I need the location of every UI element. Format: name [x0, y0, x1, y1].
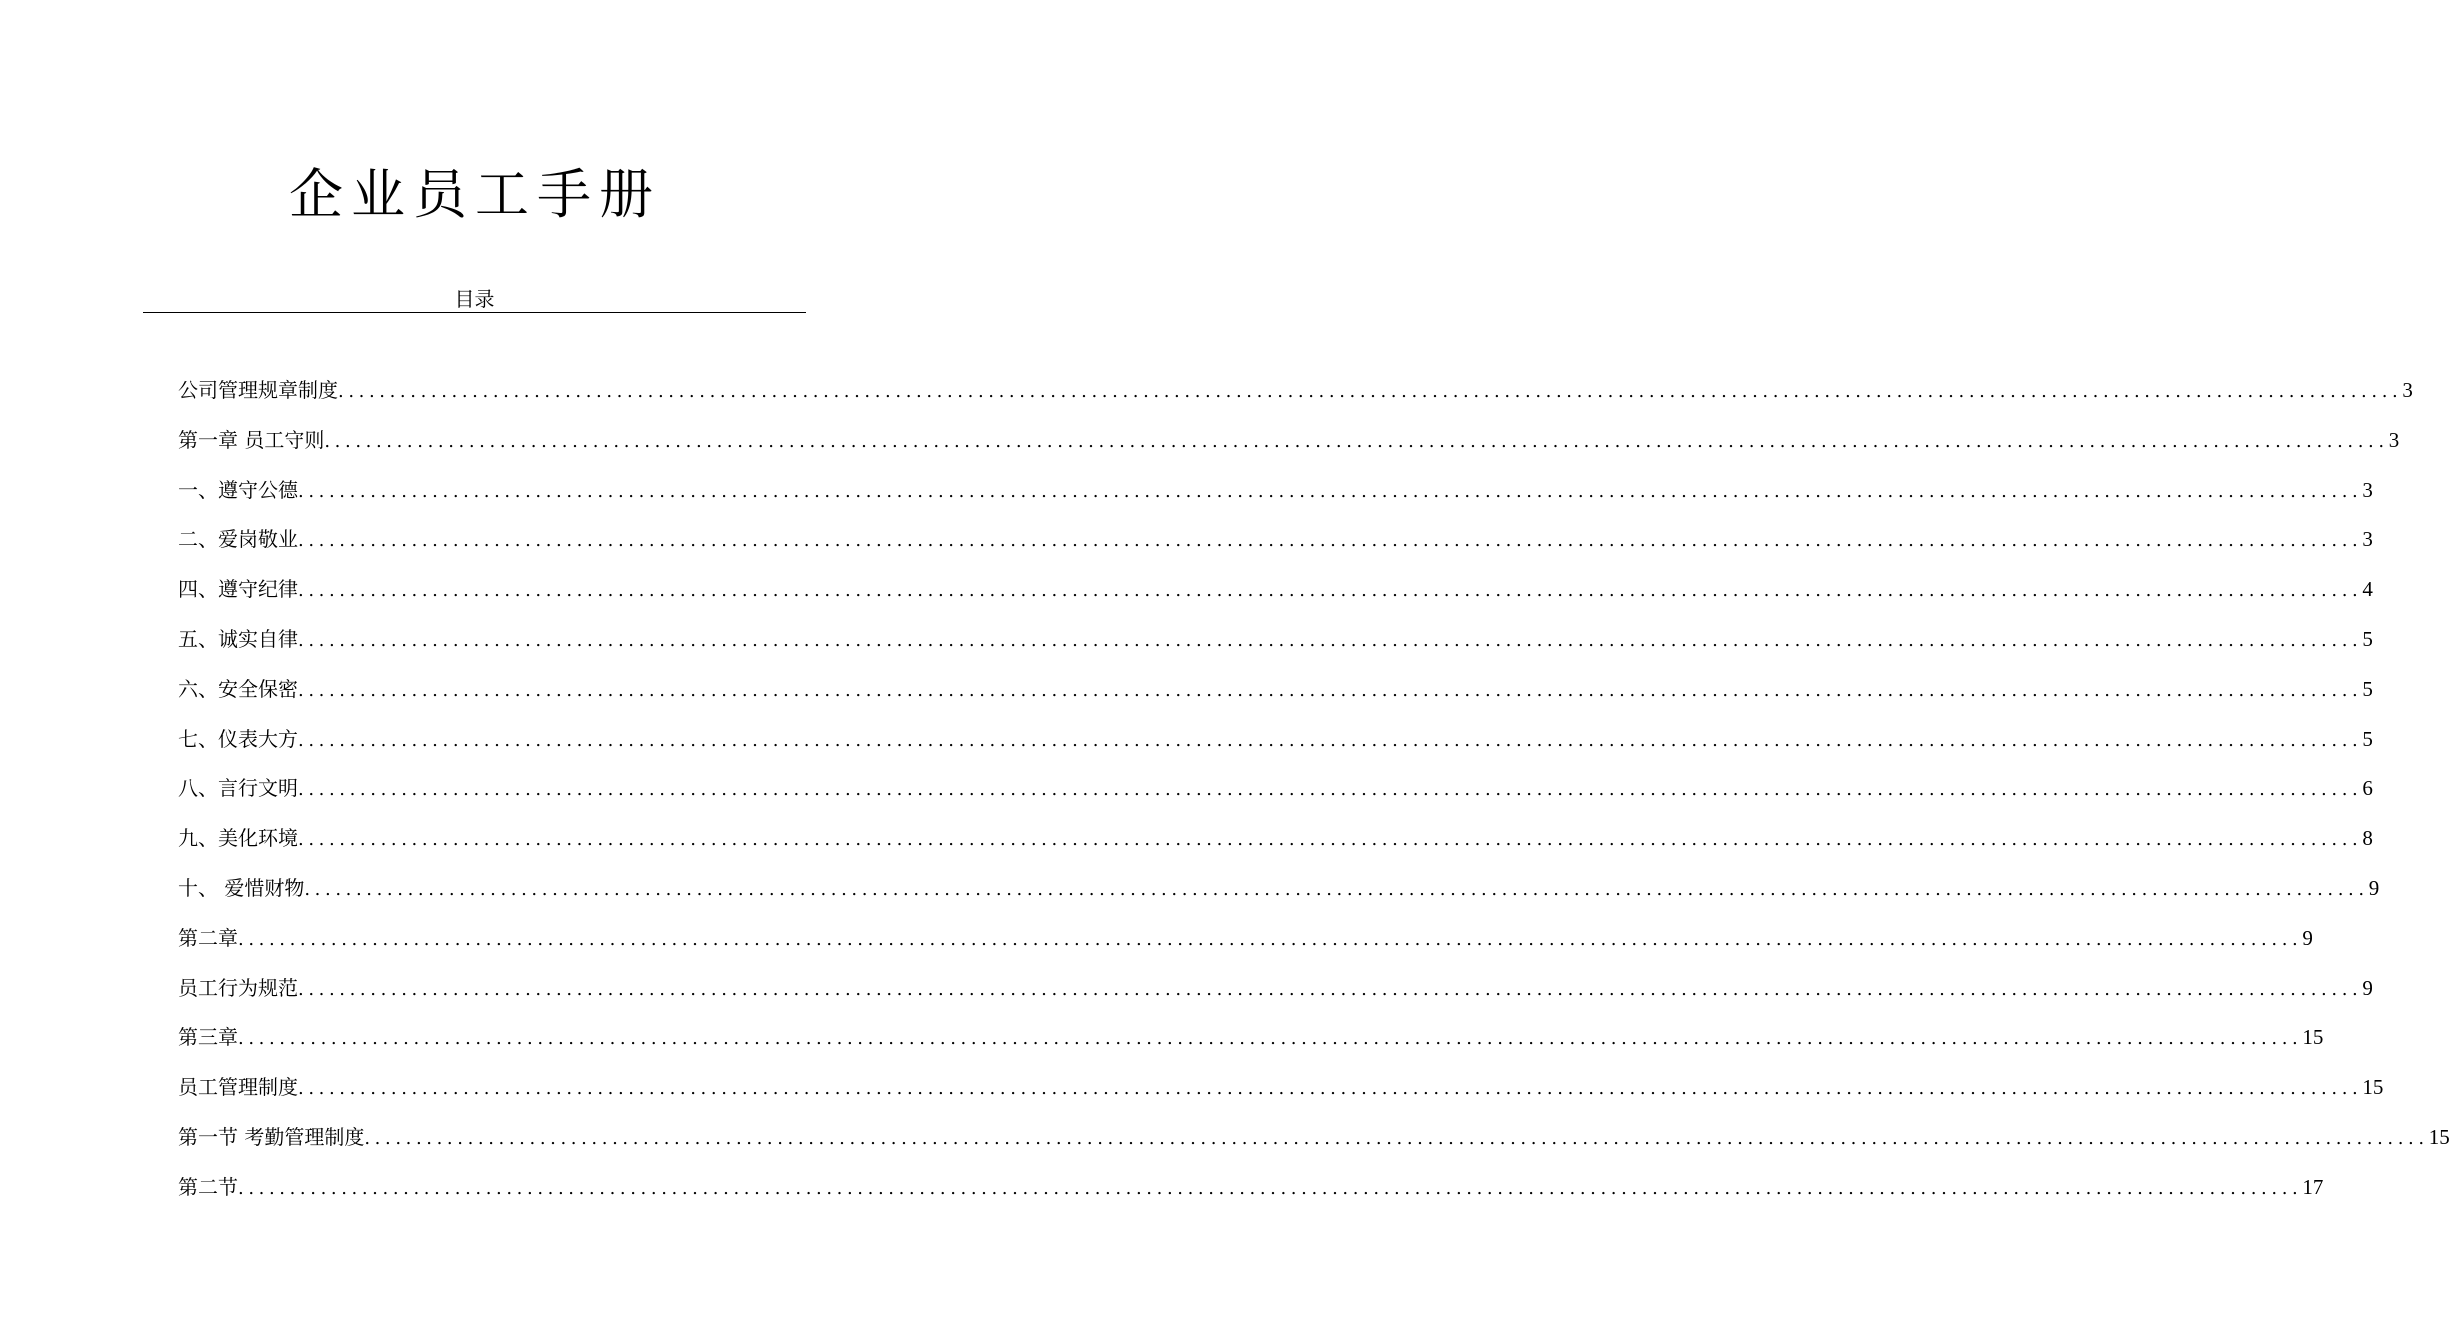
toc-entry-page: 3 — [2388, 427, 2400, 452]
toc-entry-page: 5 — [2362, 726, 2373, 751]
toc-entry-page: 8 — [2362, 826, 2373, 851]
toc-entry-page: 5 — [2362, 626, 2373, 651]
toc-entry-page: 15 — [2428, 1124, 2450, 1149]
toc-entry-page: 3 — [2362, 477, 2373, 502]
toc-entry-label: 四、遵守纪律 — [178, 577, 298, 602]
toc-entry-label: 第一节 考勤管理制度 — [178, 1124, 365, 1149]
toc-entry[interactable] — [178, 973, 2373, 1023]
toc-dot-leader: ........................................................................................................................................................................................................ — [298, 580, 2363, 602]
toc-entry-label: 八、言行文明 — [178, 776, 298, 801]
toc-heading: 目录 — [454, 287, 495, 311]
toc-entry[interactable] — [178, 574, 2373, 624]
toc-entry[interactable] — [178, 773, 2373, 823]
toc-entry-label: 七、仪表大方 — [178, 726, 298, 751]
toc-entry-page: 9 — [2368, 875, 2380, 900]
toc-entry-page: 15 — [2302, 1025, 2324, 1050]
toc-entry-page: 3 — [2362, 527, 2373, 552]
toc-entry-label: 第二章 — [178, 925, 238, 950]
toc-dot-leader: ........................................................................................................................................................................................................ — [298, 679, 2363, 701]
toc-dot-leader: ........................................................................................................................................................................................................ — [298, 779, 2363, 801]
toc-dot-leader: ........................................................................................................................................................................................................ — [324, 430, 2389, 452]
toc-entry-page: 9 — [2362, 975, 2373, 1000]
toc-entry[interactable] — [178, 1072, 2384, 1122]
toc-dot-leader: ........................................................................................................................................................................................................ — [298, 729, 2363, 751]
toc-entry-label: 九、美化环境 — [178, 826, 298, 851]
toc-entry-page: 4 — [2362, 577, 2373, 602]
document-title: 企业员工手册 — [289, 163, 661, 226]
toc-entry-label: 第一章 员工守则 — [178, 427, 325, 452]
toc-dot-leader: ........................................................................................................................................................................................................ — [364, 1127, 2429, 1149]
toc-entry-page: 6 — [2362, 776, 2373, 801]
toc-entry-label: 员工管理制度 — [178, 1075, 298, 1100]
toc-dot-leader: ........................................................................................................................................................................................................ — [298, 629, 2363, 651]
toc-dot-leader: ........................................................................................................................................................................................................ — [238, 1177, 2303, 1199]
toc-dot-leader: ........................................................................................................................................................................................................ — [298, 829, 2363, 851]
toc-entry-label: 第二节 — [178, 1174, 238, 1199]
toc-heading-rule — [143, 312, 806, 313]
toc-entry-label: 员工行为规范 — [178, 975, 298, 1000]
toc-entry[interactable] — [178, 923, 2313, 973]
toc-entry[interactable] — [178, 1172, 2324, 1222]
toc-entry[interactable] — [178, 823, 2373, 873]
toc-entry-page: 5 — [2362, 676, 2373, 701]
toc-dot-leader: ........................................................................................................................................................................................................ — [298, 1078, 2363, 1100]
toc-entry[interactable] — [178, 624, 2373, 674]
toc-dot-leader: ........................................................................................................................................................................................................ — [304, 878, 2369, 900]
toc-entry[interactable] — [178, 524, 2373, 574]
toc-entry-page: 3 — [2402, 378, 2413, 402]
toc-entry[interactable] — [178, 425, 2400, 475]
toc-entry-page: 9 — [2302, 925, 2313, 950]
toc-entry[interactable] — [178, 475, 2373, 525]
toc-dot-leader: ........................................................................................................................................................................................................ — [238, 1028, 2303, 1050]
toc-entry[interactable] — [178, 375, 2413, 425]
toc-dot-leader: ........................................................................................................................................................................................................ — [298, 480, 2363, 502]
toc-entry[interactable] — [178, 1022, 2324, 1072]
toc-entry-label: 公司管理规章制度 — [178, 378, 338, 402]
toc-entry[interactable] — [178, 724, 2373, 774]
toc-dot-leader: ........................................................................................................................................................................................................ — [298, 530, 2363, 552]
toc-entry-page: 15 — [2362, 1075, 2384, 1100]
toc-entry[interactable] — [178, 873, 2380, 923]
toc-dot-leader: ........................................................................................................................................................................................................ — [298, 978, 2363, 1000]
toc-entry[interactable] — [178, 674, 2373, 724]
toc-entry-label: 六、安全保密 — [178, 676, 298, 701]
toc-dot-leader: ........................................................................................................................................................................................................ — [238, 928, 2303, 950]
toc-entry-label: 二、爱岗敬业 — [178, 527, 298, 552]
toc-list — [178, 375, 2450, 1222]
toc-entry-label: 第三章 — [178, 1025, 238, 1050]
toc-entry-page: 17 — [2302, 1174, 2324, 1199]
toc-entry[interactable] — [178, 1122, 2450, 1172]
toc-entry-label: 十、 爱惜财物 — [178, 875, 305, 900]
toc-entry-label: 一、遵守公德 — [178, 477, 298, 502]
toc-entry-label: 五、诚实自律 — [178, 626, 298, 651]
toc-dot-leader: ........................................................................................................................................................................................................ — [338, 381, 2403, 402]
